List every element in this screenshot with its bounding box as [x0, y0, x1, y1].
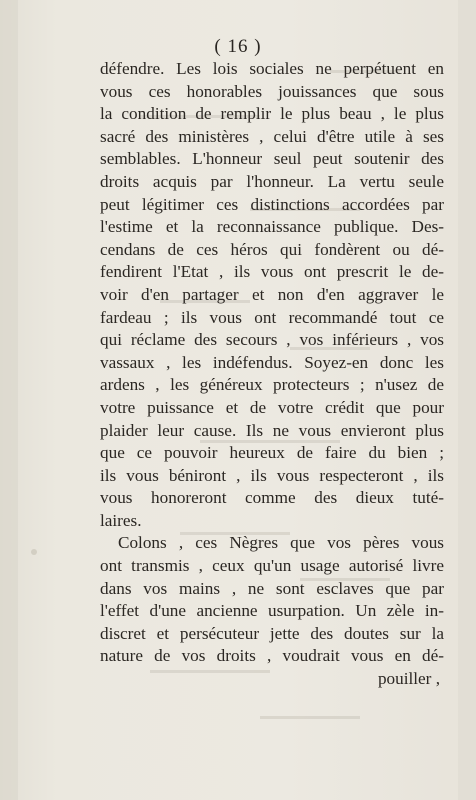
text-line: la condition de remplir le plus beau , le plus [100, 104, 444, 124]
text-line: laires. [100, 510, 142, 530]
text-line: fardeau ; ils vous ont recommandé tout ce [100, 307, 444, 327]
text-line: vous ces honorables jouissances que sous [100, 81, 444, 101]
text-line: fendirent l'Etat , ils vous ont prescrit le de- [100, 262, 444, 282]
text-line: ardens , les généreux protecteurs ; n'usez de [100, 375, 444, 395]
catchword-line: pouiller , [377, 669, 440, 689]
text-line: nature de vos droits , voudrait vous en dé- [100, 646, 444, 666]
text-line: qui réclame des secours , vos inférieurs , vos [100, 330, 444, 350]
text-line: que ce pouvoir heureux de faire du bien ; [100, 443, 444, 463]
text-line: plaider leur cause. Ils ne vous envieront plus [100, 420, 444, 440]
text-line: vassaux , les indéfendus. Soyez-en donc les [100, 352, 444, 372]
text-line: cendans de ces héros qui fondèrent ou dé- [100, 239, 444, 259]
text-line: discret et persécuteur jette des doutes sur la [100, 623, 444, 643]
text-line: semblables. L'honneur seul peut soutenir des [100, 149, 444, 169]
text-line: l'estime et la reconnaissance publique. Des- [100, 217, 444, 237]
paragraph-start-line: Colons , ces Nègres que vos pères vous [118, 533, 444, 553]
body-text [100, 58, 444, 691]
text-line: l'effet d'une ancienne usurpation. Un zèle in- [100, 601, 444, 621]
text-line: sacré des ministères , celui d'être utile à ses [100, 126, 444, 146]
page-number: ( 16 ) [214, 36, 262, 57]
text-line: vous honoreront comme des dieux tuté- [100, 488, 444, 508]
text-line: ont transmis , ceux qu'un usage autorisé livre [100, 556, 444, 576]
text-line: ils vous béniront , ils vous respecteront , ils [100, 465, 444, 485]
text-line: droits acquis par l'honneur. La vertu seule [100, 171, 444, 191]
text-line: voir d'en partager et non d'en aggraver le [100, 284, 444, 304]
text-line: défendre. Les lois sociales ne perpétuent en [100, 59, 444, 78]
text-line: dans vos mains , ne sont esclaves que par [100, 578, 444, 598]
text-line: votre puissance et de votre crédit que pour [100, 397, 444, 417]
text-line: peut légitimer ces distinctions accordées par [100, 194, 444, 214]
